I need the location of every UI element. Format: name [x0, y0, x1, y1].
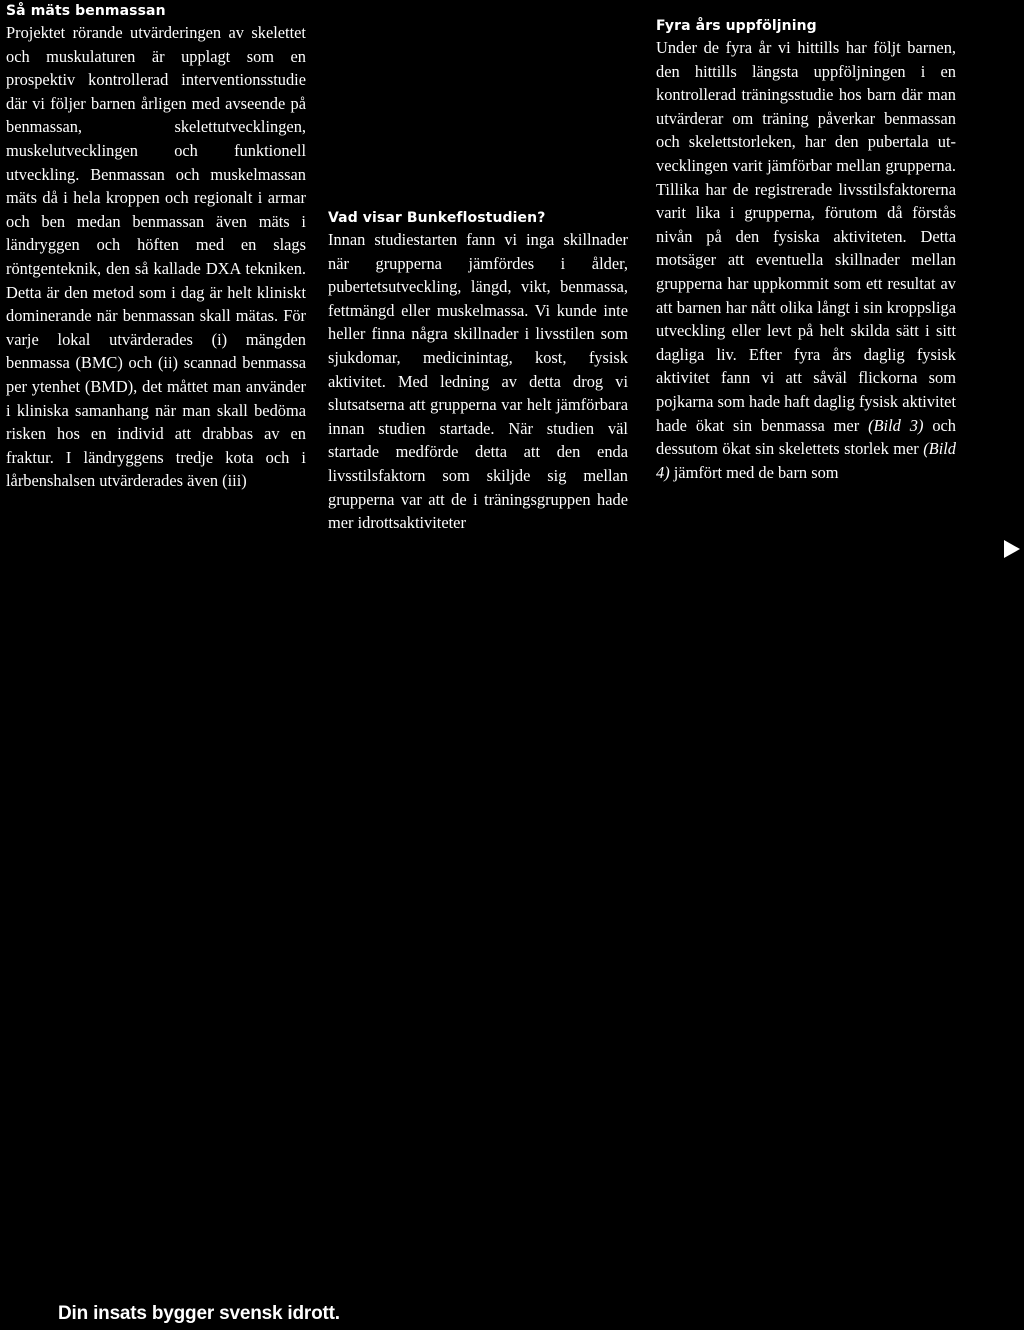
article-column-1: [6, 0, 306, 493]
article-column-2: [328, 210, 628, 535]
section-heading-sa-mats-benmassan: Så mäts benmassan: [6, 3, 166, 19]
body-text-part-3: jämfört med de barn som: [669, 462, 839, 482]
body-text-part-2: och dessutom ökat sin skelettets storlek mer: [656, 415, 957, 459]
section-body-vad-visar-bunkeflostudien: Innan studiestarten fann vi inga skillnader när grupperna jämfördes i ålder, pubertetsutveckling, längd, vikt, benmassa, fettmängd eller muskelmassa. Vi kunde inte heller finna några skillnader i livsstilen som sjukdomar, medicinintag, kost, fysisk aktivitet. Med ledning av detta drog vi slutsatserna att grupperna var helt jämförbara innan studien startade. När studien väl startade medförde detta att den enda livsstilsfaktorn som skiljde sig mellan grupperna var att de i träningsgruppen hade mer idrottsaktiviteter: [328, 230, 628, 533]
figure-reference-bild-4: (Bild 4): [656, 439, 956, 482]
continue-triangle-icon: [1004, 540, 1020, 558]
section-heading-vad-visar-bunkeflostudien: Vad visar Bunkeflostudien?: [328, 210, 546, 226]
section-heading-fyra-ars-uppfoljning: Fyra års uppföljning: [656, 18, 817, 34]
body-text-part-1: Under de fyra år vi hittills har följt barnen, den hittills längsta uppföljningen i en kontrollerad träningsstudie hos barn där man utvärderar om träning påverkar benmassan och skelettstorleken, har den pubertala utvecklingen varit jämförbar mellan grupperna. Tillika har de registrerade livsstilsfaktorerna varit lika i grupperna, förutom då förstås nivån på den fysiska aktiviteten. Detta motsäger att eventuella skillnader mellan grupperna har uppkommit som ett resultat av att barnen har nått olika långt i sin kroppsliga utveckling eller levt på helt skilda sätt i sitt dagliga liv. Efter fyra års daglig fysisk aktivitet fann vi att såväl flickorna som pojkarna som hade haft daglig fysisk aktivitet hade ökat sin benmassa mer: [656, 38, 956, 435]
figure-reference-bild-3: (Bild 3): [868, 415, 924, 435]
section-body-fyra-ars-uppfoljning: [656, 36, 956, 484]
article-column-3: [656, 18, 956, 484]
section-body-sa-mats-benmassan: Projektet rörande utvärderingen av skelettet och muskulaturen är upplagt som en prospektiv kontrollerad interventionsstudie där vi följer barnen årligen med avseende på benmassan, skelettutvecklingen, muskelutvecklingen och funktionell utveckling. Benmassan och muskelmassan mäts då i hela kroppen och regionalt i armar och ben medan benmassan även mäts i ländryggen och höften med en slags röntgenteknik, den så kallade DXA tekniken. Detta är den metod som i dag är helt kliniskt dominerande när benmassan skall mätas. För varje lokal utvärderades (i) mängden benmassa (BMC) och (ii) scannad benmassa per ytenhet (BMD), det måttet man använder i kliniska samanhang när man skall bedöma risken hos en individ att drabbas av en fraktur. I ländryggens tredje kota och i lårbenshalsen utvärderades även (iii): [6, 23, 306, 491]
footer-slogan: Din insats bygger svensk idrott.: [58, 1303, 340, 1324]
